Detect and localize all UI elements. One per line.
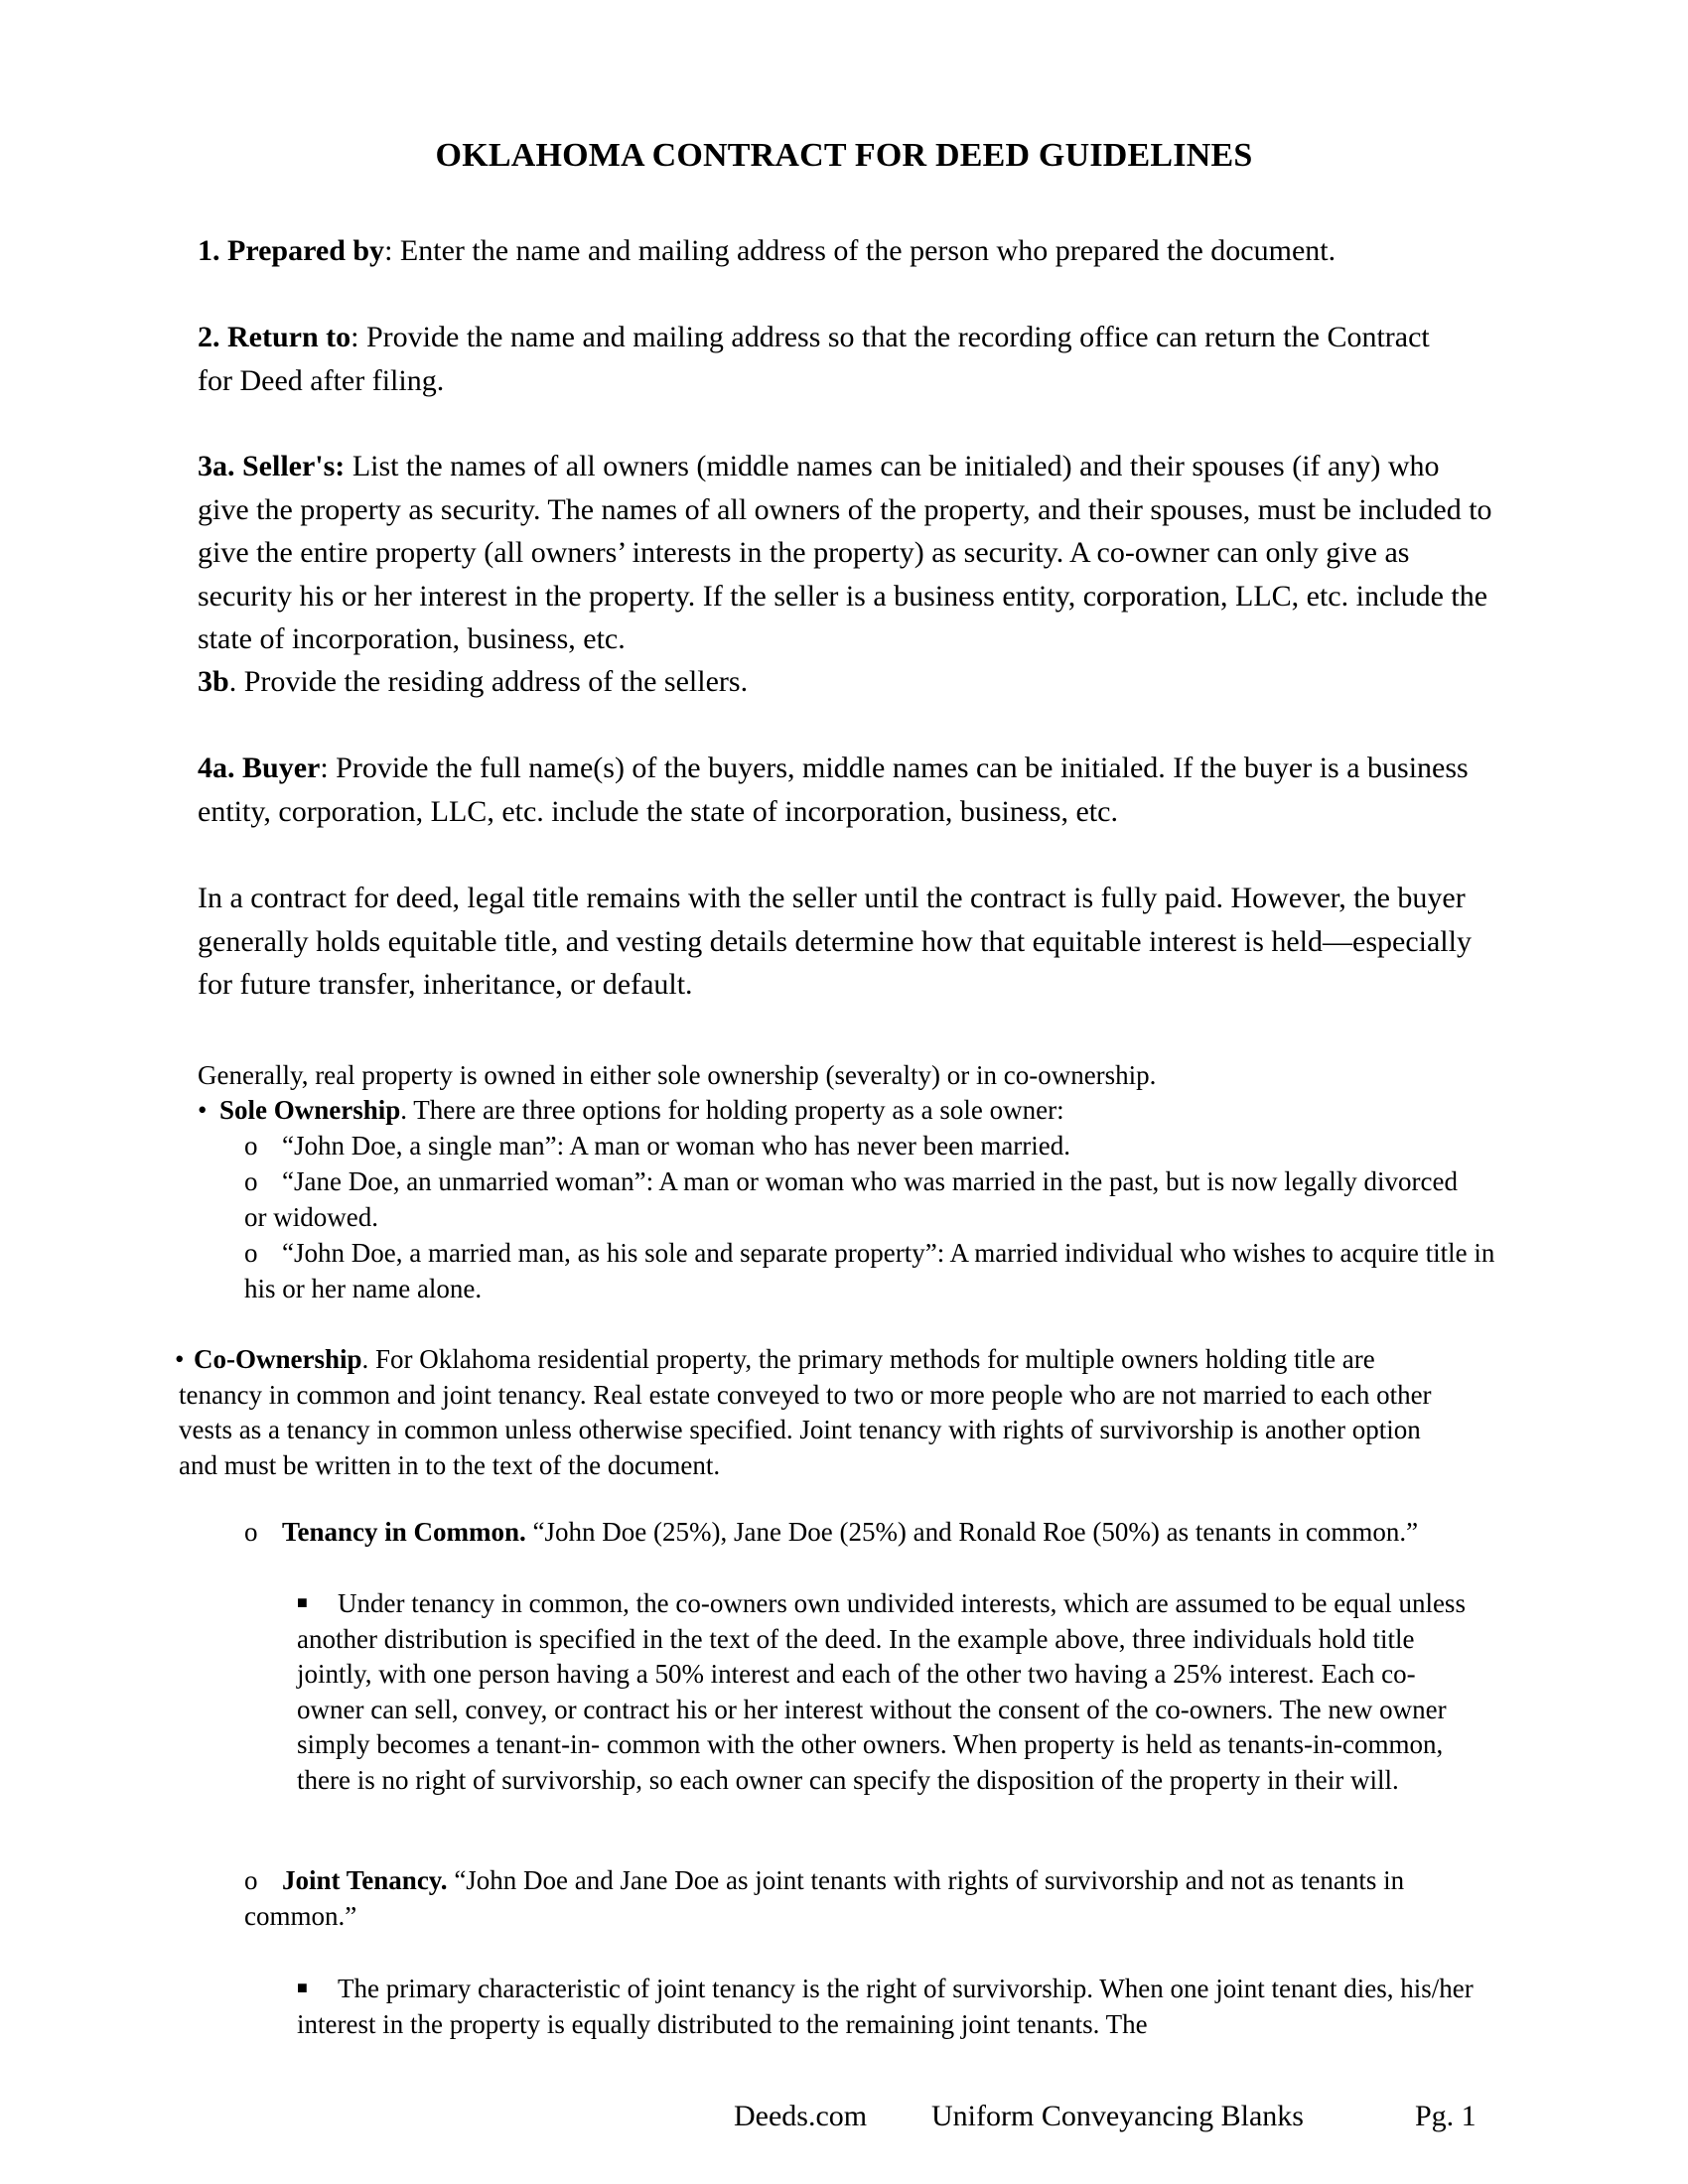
buyer-separator: : — [320, 751, 329, 784]
return-to-label: 2. Return to — [198, 321, 352, 353]
section-sellers-address — [198, 660, 1488, 704]
sole-option-text: “John Doe, a single man”: A man or woman who has never been married. — [282, 1131, 1071, 1160]
sole-ownership-text: . There are three options for holding property as a sole owner: — [400, 1095, 1064, 1125]
tenancy-in-common-label: Tenancy in Common. — [282, 1517, 526, 1547]
section-prepared-by — [198, 229, 1488, 273]
sole-option — [244, 1236, 1495, 1306]
section-return-to — [198, 316, 1459, 402]
buyer-text: Provide the full name(s) of the buyers, middle names can be initialed. If the buyer is a business entity, corporation, LLC, etc. include the state of incorporation, business, etc. — [198, 751, 1469, 828]
sellers-label: 3a. Seller's: — [198, 450, 346, 482]
prepared-by-text: Enter the name and mailing address of the person who prepared the document. — [392, 234, 1336, 267]
tenancy-in-common-item — [244, 1515, 1466, 1551]
joint-tenancy-detail — [297, 1971, 1478, 2042]
equitable-title-paragraph: In a contract for deed, legal title remains with the seller until the contract is fully paid. However, the buyer generally holds equitable title, and vesting details determine how that equitable interest is held—especially for future transfer, inheritance, or default. — [198, 882, 1472, 1001]
joint-tenancy-text: “John Doe and Jane Doe as joint tenants with rights of survivorship and not as tenants in common.” — [244, 1865, 1405, 1931]
tenancy-in-common-detail — [297, 1585, 1474, 1798]
co-ownership-item — [175, 1342, 1455, 1483]
tenancy-in-common-detail-text: Under tenancy in common, the co-owners own undivided interests, which are assumed to be equal unless another distribution is specified in the text of the deed. In the example above, three individuals hold title jointly, with one person having a 50% interest and each of the other two having a 25% interest. Each co-owner can sell, convey, or contract his or her interest without the consent of the co-owners. The new owner simply becomes a tenant-in- common with the other owners. When property is held as tenants-in-common, there is no right of survivorship, so each owner can specify the disposition of the property in their will. — [297, 1588, 1466, 1795]
sole-ownership-item — [198, 1093, 1488, 1129]
footer-site: Deeds.com — [734, 2100, 868, 2132]
sole-option — [244, 1129, 1485, 1164]
sole-option-text: “John Doe, a married man, as his sole and separate property”: A married individual who wishes to acquire title in his or her name alone. — [244, 1238, 1495, 1303]
joint-tenancy-detail-text: The primary characteristic of joint tenancy is the right of survivorship. When one joint tenant dies, his/her interest in the property is equally distributed to the remaining joint tenants. The — [297, 1974, 1474, 2039]
section-sellers — [198, 445, 1493, 661]
co-ownership-text: . For Oklahoma residential property, the primary methods for multiple owners holding title are tenancy in common and joint tenancy. Real estate conveyed to two or more people who are not married to each other vests as a tenancy in common unless otherwise specified. Joint tenancy with rights of survivorship is another option and must be written in to the text of the document. — [179, 1344, 1432, 1480]
joint-tenancy-item — [244, 1863, 1466, 1934]
circle-bullet-icon: o — [244, 1131, 258, 1160]
sole-option-text: “Jane Doe, an unmarried woman”: A man or woman who was married in the past, but is now legally divorced or widowed. — [244, 1166, 1458, 1232]
joint-tenancy-label: Joint Tenancy. — [282, 1865, 448, 1895]
tenancy-in-common-text: “John Doe (25%), Jane Doe (25%) and Ronald Roe (50%) as tenants in common.” — [525, 1517, 1419, 1547]
document-title: OKLAHOMA CONTRACT FOR DEED GUIDELINES — [435, 137, 1253, 174]
prepared-by-label: 1. Prepared by — [198, 234, 385, 267]
sole-option — [244, 1164, 1485, 1235]
square-bullet-icon: ■ — [297, 1592, 308, 1612]
circle-bullet-icon: o — [244, 1865, 258, 1895]
section-buyer — [198, 747, 1488, 833]
buyer-label: 4a. Buyer — [198, 751, 321, 784]
sole-ownership-label: Sole Ownership — [219, 1095, 401, 1125]
circle-bullet-icon: o — [244, 1238, 258, 1268]
circle-bullet-icon: o — [244, 1166, 258, 1196]
return-to-text: Provide the name and mailing address so that the recording office can return the Contract for Deed after filing. — [198, 321, 1430, 397]
bullet-icon: • — [198, 1095, 208, 1125]
sellers-text: List the names of all owners (middle names can be initialed) and their spouses (if any) who give the property as security. The names of all owners of the property, and their spouses, must be included to give the entire property (all owners’ interests in the property) as security. A co-owner can only give as security his or her interest in the property. If the seller is a business entity, corporation, LLC, etc. include the state of incorporation, business, etc. — [198, 450, 1492, 655]
circle-bullet-icon: o — [244, 1517, 258, 1547]
sellers-address-label: 3b — [198, 665, 229, 698]
footer-series: Uniform Conveyancing Blanks — [931, 2100, 1304, 2132]
co-ownership-label: Co-Ownership — [194, 1344, 362, 1374]
prepared-by-separator: : — [384, 234, 393, 267]
bullet-icon: • — [175, 1344, 185, 1374]
footer-page-number: Pg. 1 — [1415, 2100, 1477, 2132]
ownership-intro: Generally, real property is owned in either sole ownership (severalty) or in co-ownership. — [198, 1060, 1157, 1090]
sellers-address-text: . Provide the residing address of the sellers. — [228, 665, 749, 698]
square-bullet-icon: ■ — [297, 1978, 308, 1997]
return-to-separator: : — [351, 321, 359, 353]
